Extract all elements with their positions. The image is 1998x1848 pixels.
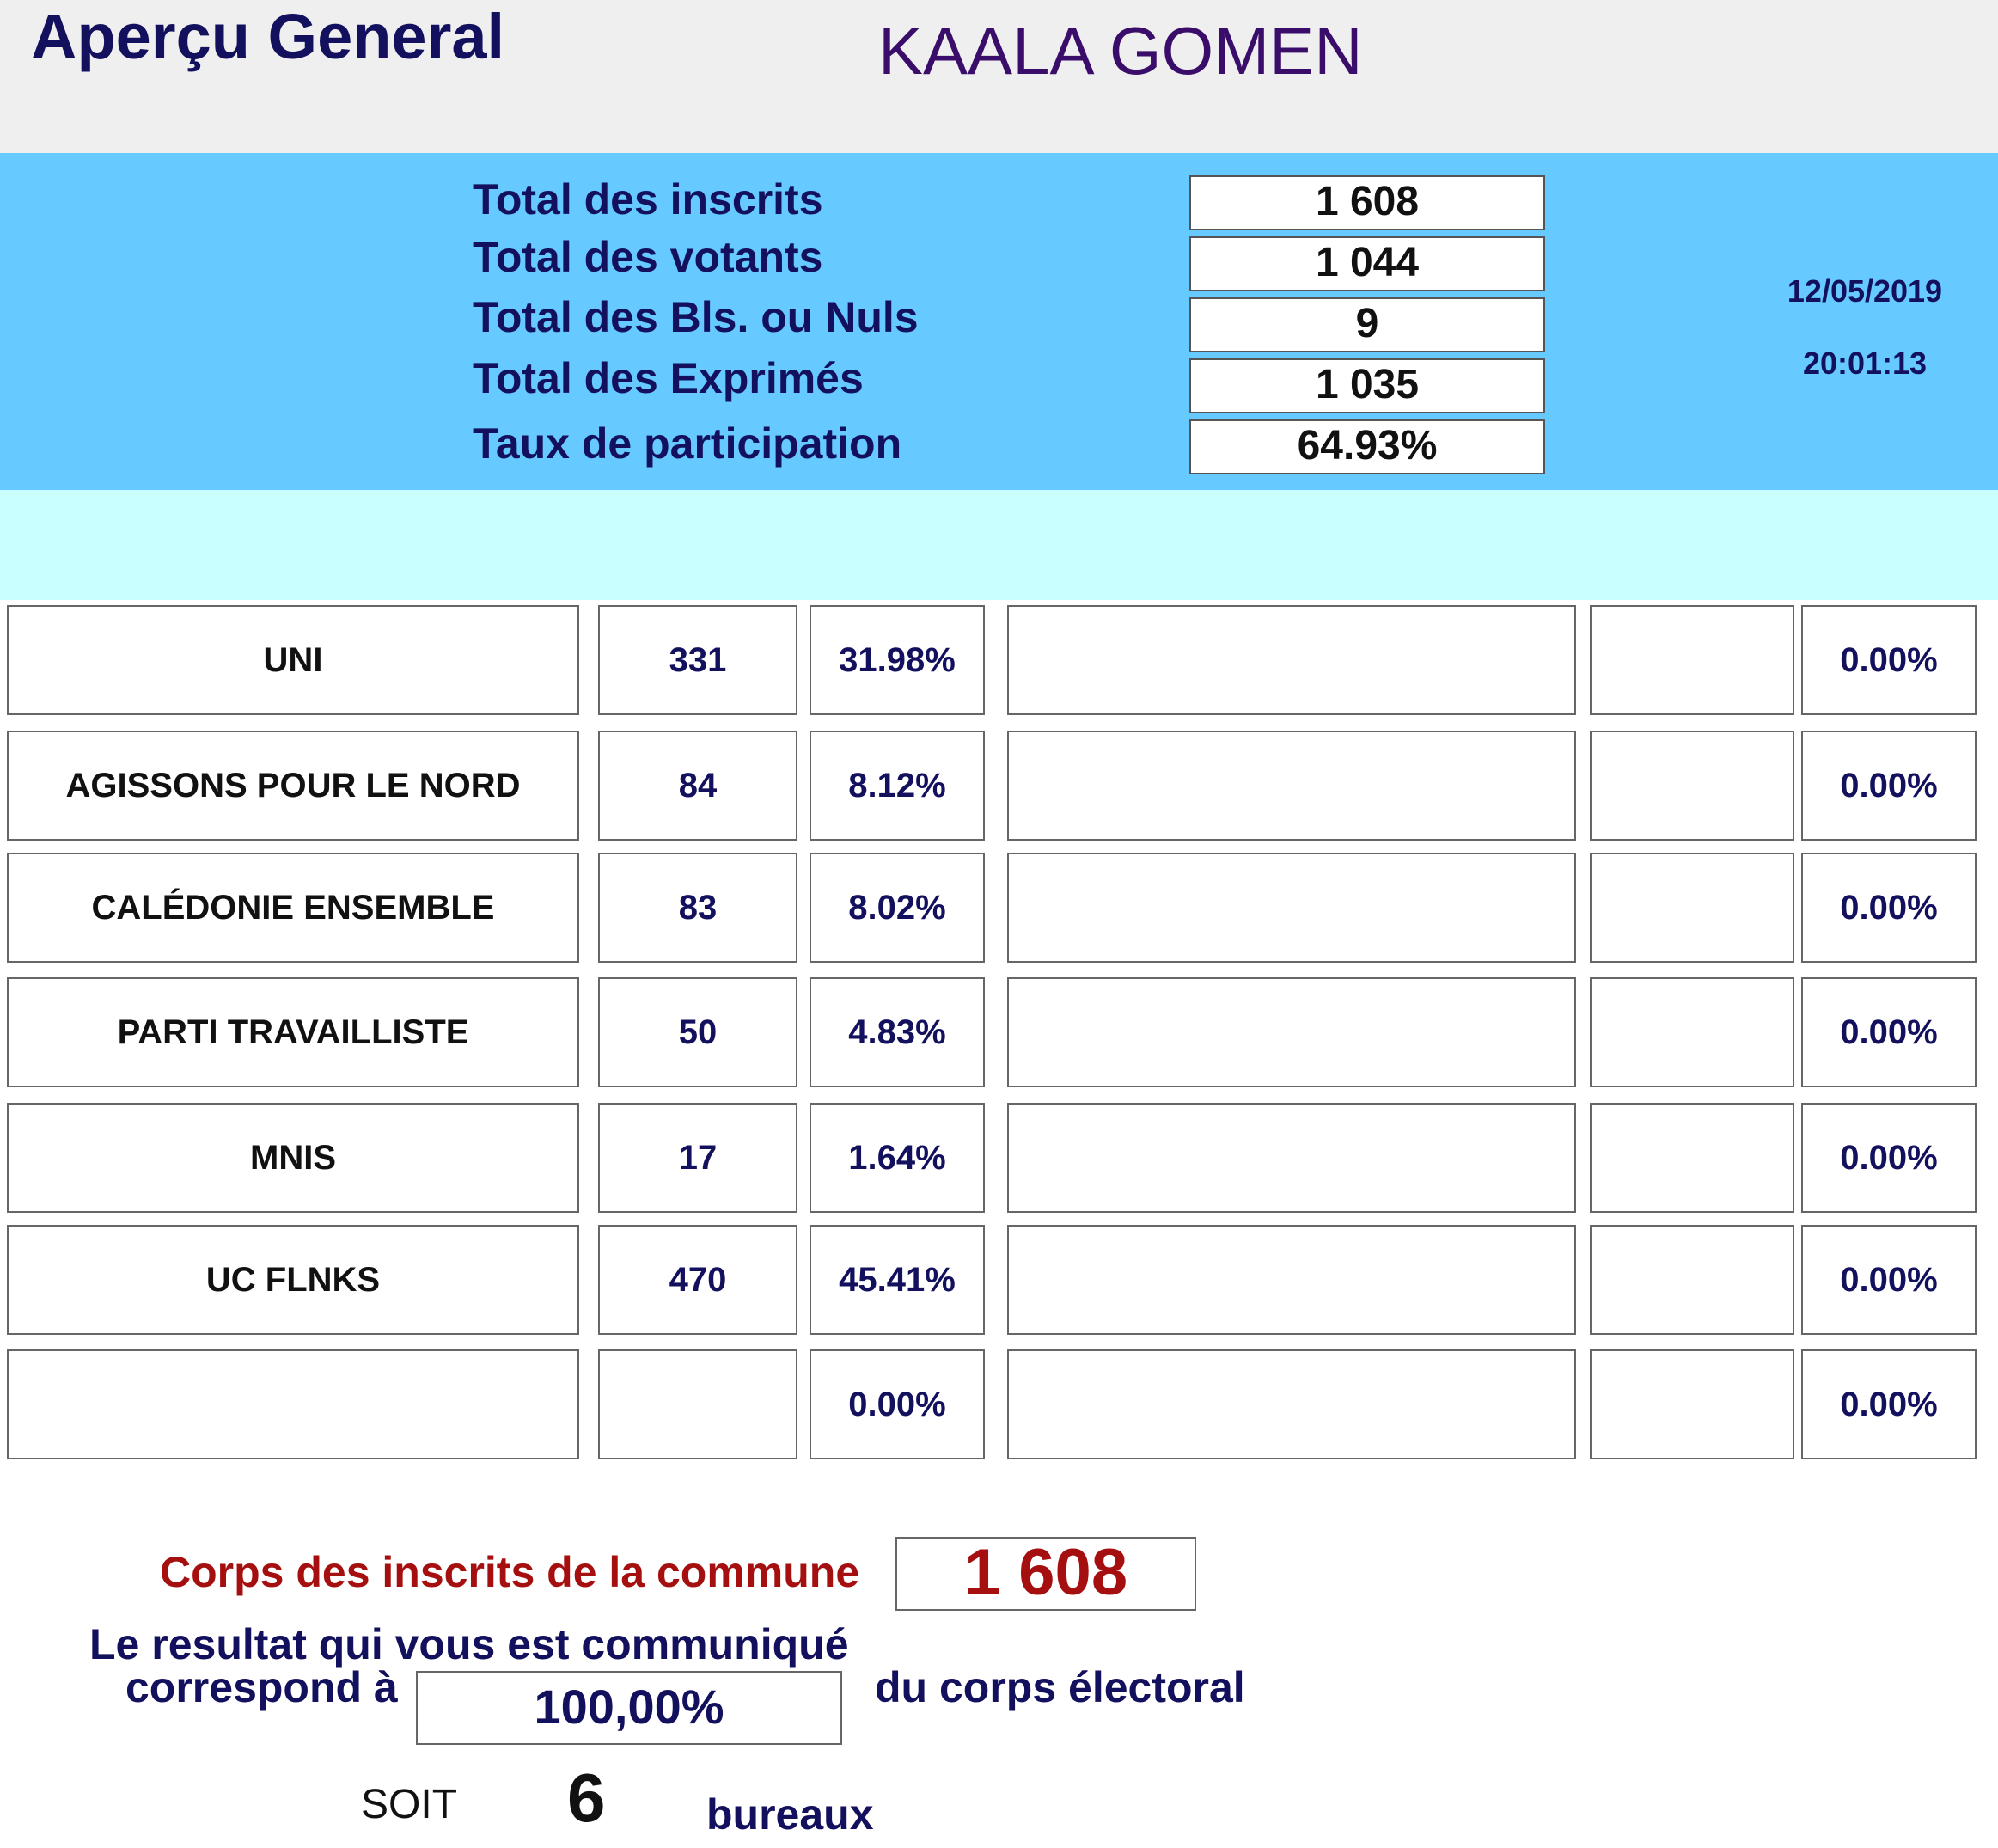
taux-value: 64.93% <box>1189 419 1545 474</box>
party-votes: 83 <box>598 853 797 963</box>
party-votes: 50 <box>598 977 797 1087</box>
corps-label: Corps des inscrits de la commune <box>160 1548 860 1596</box>
party-name: UC FLNKS <box>7 1225 579 1335</box>
empty-cell <box>1007 731 1576 841</box>
second-round-percent: 0.00% <box>1801 1349 1977 1459</box>
commune-name: KAALA GOMEN <box>878 13 1363 89</box>
party-percent: 0.00% <box>810 1349 985 1459</box>
exprimes-label: Total des Exprimés <box>473 354 864 402</box>
party-votes: 84 <box>598 731 797 841</box>
result-percent: 100,00% <box>416 1671 842 1745</box>
update-date: 12/05/2019 <box>1787 273 1943 309</box>
bureaux-count: 6 <box>567 1759 606 1836</box>
empty-cell <box>1007 1349 1576 1459</box>
empty-cell <box>1007 1225 1576 1335</box>
party-percent: 8.02% <box>810 853 985 963</box>
party-percent: 45.41% <box>810 1225 985 1335</box>
party-votes: 470 <box>598 1225 797 1335</box>
result-text-line2: correspond à <box>125 1663 398 1711</box>
party-name: UNI <box>7 605 579 715</box>
party-votes: 331 <box>598 605 797 715</box>
nuls-value: 9 <box>1189 297 1545 352</box>
empty-cell <box>1590 731 1794 841</box>
inscrits-value: 1 608 <box>1189 175 1545 230</box>
taux-label: Taux de participation <box>473 419 902 468</box>
votants-label: Total des votants <box>473 233 823 281</box>
party-name: CALÉDONIE ENSEMBLE <box>7 853 579 963</box>
second-round-percent: 0.00% <box>1801 1103 1977 1213</box>
result-text-line1: Le resultat qui vous est communiqué <box>89 1620 849 1668</box>
party-percent: 8.12% <box>810 731 985 841</box>
empty-cell <box>1590 605 1794 715</box>
party-percent: 31.98% <box>810 605 985 715</box>
empty-cell <box>1007 1103 1576 1213</box>
empty-cell <box>1590 1225 1794 1335</box>
party-name: PARTI TRAVAILLISTE <box>7 977 579 1087</box>
second-round-percent: 0.00% <box>1801 977 1977 1087</box>
empty-cell <box>1590 853 1794 963</box>
votants-value: 1 044 <box>1189 236 1545 291</box>
page-title: Aperçu General <box>31 1 505 72</box>
party-votes <box>598 1349 797 1459</box>
party-name: MNIS <box>7 1103 579 1213</box>
party-votes: 17 <box>598 1103 797 1213</box>
empty-cell <box>1007 853 1576 963</box>
party-name <box>7 1349 579 1459</box>
separator-band <box>0 490 1998 600</box>
result-text-line3: du corps électoral <box>875 1663 1245 1711</box>
party-percent: 4.83% <box>810 977 985 1087</box>
exprimes-value: 1 035 <box>1189 358 1545 413</box>
inscrits-label: Total des inscrits <box>473 175 823 223</box>
stats-panel <box>0 153 1998 490</box>
update-time: 20:01:13 <box>1802 346 1928 381</box>
second-round-percent: 0.00% <box>1801 605 1977 715</box>
empty-cell <box>1590 977 1794 1087</box>
second-round-percent: 0.00% <box>1801 731 1977 841</box>
party-percent: 1.64% <box>810 1103 985 1213</box>
second-round-percent: 0.00% <box>1801 853 1977 963</box>
empty-cell <box>1590 1349 1794 1459</box>
empty-cell <box>1007 605 1576 715</box>
corps-value: 1 608 <box>895 1537 1196 1611</box>
soit-label: SOIT <box>361 1782 458 1827</box>
bureaux-label: bureaux <box>706 1790 874 1839</box>
empty-cell <box>1590 1103 1794 1213</box>
second-round-percent: 0.00% <box>1801 1225 1977 1335</box>
empty-cell <box>1007 977 1576 1087</box>
nuls-label: Total des Bls. ou Nuls <box>473 293 919 341</box>
party-name: AGISSONS POUR LE NORD <box>7 731 579 841</box>
